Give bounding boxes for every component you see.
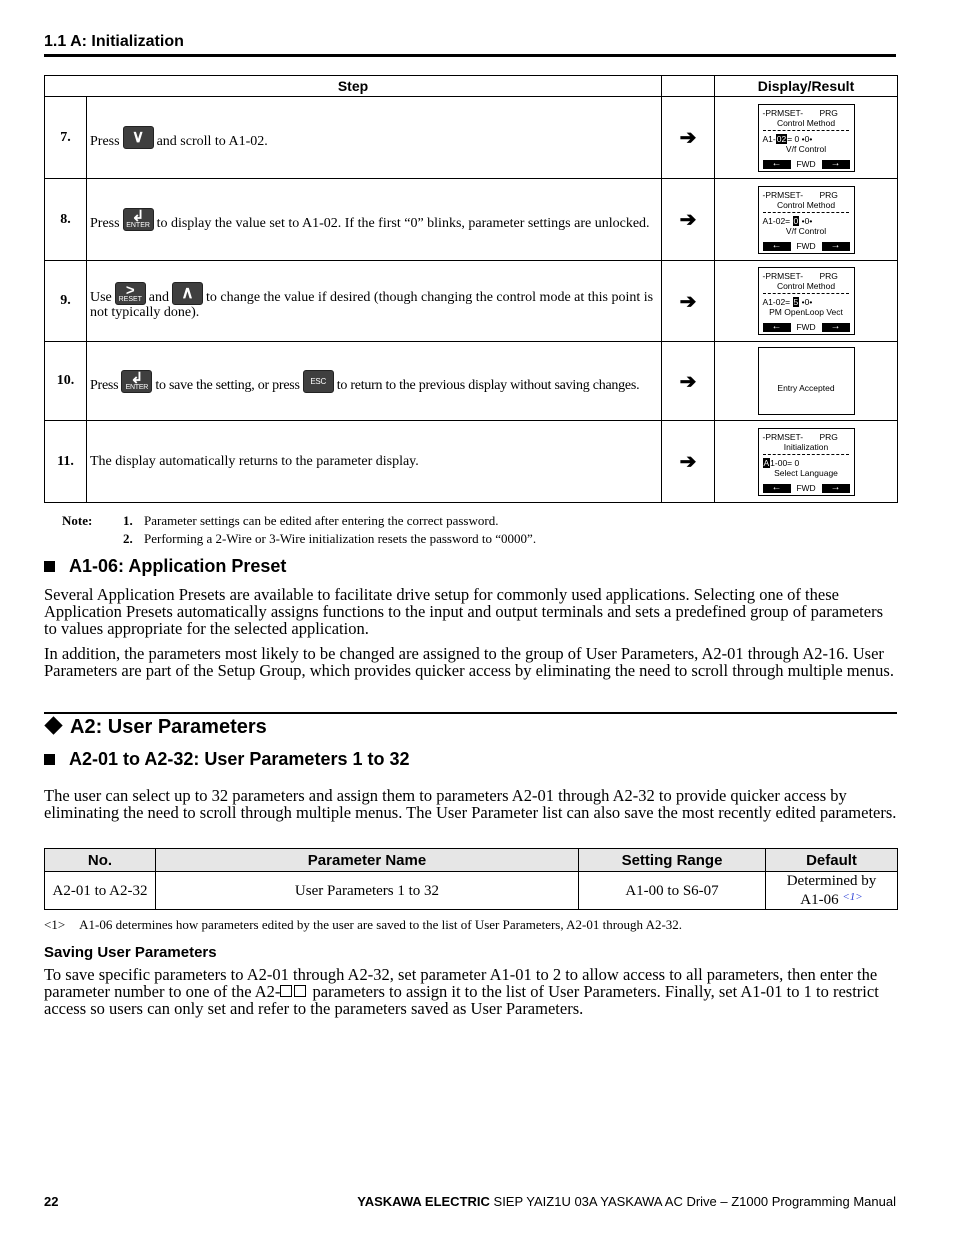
left-arrow-icon: ← xyxy=(763,484,791,493)
table-row xyxy=(45,421,898,503)
a1-06-paragraph-1: Several Application Presets are available to facilitate drive setup for commonly used applications. Selecting one of these Application Presets automatically assigns functions to the input and output terminals and sets a predefined group of parameters to values appropriate for the selected application. xyxy=(44,585,884,638)
param-no: A2-01 to A2-32 xyxy=(45,872,156,910)
table-row xyxy=(45,179,898,261)
saving-paragraph: To save specific parameters to A2-01 through A2-32, set parameter A1-01 to 2 to allow access to all parameters, then enter the parameter number to one of the A2- parameters to assign it to the list of User Parameters. Finally, set A1-01 to 1 to restrict access so users can only set and refer to the parameters saved as User Parameters. xyxy=(44,965,879,1018)
right-arrow-icon: → xyxy=(822,160,850,169)
param-default: Determined by A1-06 $^{<1>}$ xyxy=(766,872,898,910)
step-number: 10. xyxy=(45,342,87,421)
lcd-display: -PRMSET- PRG Control Method A1-02= 0 •0• V/f Control ← FWD → xyxy=(758,186,855,254)
note-item: Performing a 2-Wire or 3-Wire initialization resets the password to “0000”. xyxy=(144,531,537,546)
footnote-link[interactable]: <1> xyxy=(842,891,863,903)
lcd-display: -PRMSET- PRG Control Method A1-02= 5 •0• PM OpenLoop Vect ← FWD → xyxy=(758,267,855,335)
right-arrow-icon: → xyxy=(822,323,850,332)
param-range: A1-00 to S6-07 xyxy=(579,872,766,910)
left-arrow-icon: ← xyxy=(763,323,791,332)
saving-user-parameters-heading: Saving User Parameters xyxy=(44,944,217,961)
placeholder-box-icon xyxy=(294,985,306,997)
down-arrow-key-icon: ∨ xyxy=(123,126,154,149)
a2-heading: A2: User Parameters xyxy=(44,716,267,739)
step-number: 8. xyxy=(45,179,87,261)
right-arrow-icon: ➔ xyxy=(662,421,715,503)
lcd-display: -PRMSET- PRG Control Method A1-02= 0 •0• V/f Control ← FWD → xyxy=(758,104,855,172)
right-arrow-icon: ➔ xyxy=(662,261,715,342)
steps-table xyxy=(44,75,898,503)
step-number: 9. xyxy=(45,261,87,342)
param-name: User Parameters 1 to 32 xyxy=(156,872,579,910)
table-row xyxy=(45,97,898,179)
note-label: Note: xyxy=(62,513,93,528)
step-description: Press ∨ and scroll to A1-02. xyxy=(87,97,662,179)
a1-06-heading: A1-06: Application Preset xyxy=(44,556,286,577)
table-row xyxy=(45,872,898,910)
up-arrow-key-icon: ∧ xyxy=(172,282,203,305)
step-description: Press ↲ ENTER to display the value set to A1-02. If the first “0” blinks, parameter settings are unlocked. xyxy=(87,179,662,261)
enter-key-icon: ↲ ENTER xyxy=(121,370,152,393)
entry-accepted-message: Entry Accepted xyxy=(777,383,835,393)
a1-06-paragraph-2: In addition, the parameters most likely to be changed are assigned to the group of User Parameters, A2-01 through A2-16. User Parameters are part of the Setup Group, which provides quicker access by eliminating the need to scroll through multiple menus. xyxy=(44,644,894,680)
square-bullet-icon xyxy=(44,561,55,572)
user-parameters-table xyxy=(44,848,898,910)
a2-01-heading: A2-01 to A2-32: User Parameters 1 to 32 xyxy=(44,749,410,770)
step-column-header: Step xyxy=(45,76,662,97)
enter-key-icon: ↲ ENTER xyxy=(123,208,154,231)
section-header: 1.1 A: Initialization xyxy=(44,33,184,50)
note-item: Parameter settings can be edited after entering the correct password. xyxy=(144,513,499,528)
square-bullet-icon xyxy=(44,754,55,765)
right-arrow-icon: → xyxy=(822,484,850,493)
step-number: 7. xyxy=(45,97,87,179)
step-description: The display automatically returns to the parameter display. xyxy=(87,421,662,503)
table-row xyxy=(45,342,898,421)
right-arrow-icon: → xyxy=(822,242,850,251)
step-number: 11. xyxy=(45,421,87,503)
placeholder-box-icon xyxy=(280,985,292,997)
footnote: <1> A1-06 determines how parameters edited by the user are saved to the list of User Parameters, A2-01 through A2-32. xyxy=(44,917,683,932)
step-description: Press ↲ ENTER to save the setting, or press ESC to return to the previous display without saving changes. xyxy=(87,342,662,421)
reset-key-icon: > RESET xyxy=(115,282,146,305)
display-column-header: Display/Result xyxy=(715,76,898,97)
step-description: Use > RESET and ∧ to change the value if desired (though changing the control mode at this point is not typically done). xyxy=(87,261,662,342)
steps-table-header xyxy=(45,76,898,97)
user-table-header: No. Parameter Name Setting Range Default xyxy=(45,849,898,872)
left-arrow-icon: ← xyxy=(763,160,791,169)
right-arrow-icon: ➔ xyxy=(662,179,715,261)
lcd-display xyxy=(758,347,855,415)
section-rule xyxy=(44,712,897,714)
page-number: 22 xyxy=(44,1194,59,1209)
right-arrow-icon: ➔ xyxy=(662,97,715,179)
left-arrow-icon: ← xyxy=(763,242,791,251)
header-rule xyxy=(44,54,896,57)
footer-doc-title: YASKAWA ELECTRIC SIEP YAIZ1U 03A YASKAWA AC Drive – Z1000 Programming Manual xyxy=(357,1194,896,1209)
diamond-bullet-icon xyxy=(44,716,62,734)
table-row xyxy=(45,261,898,342)
right-arrow-icon: ➔ xyxy=(662,342,715,421)
arrow-column-header xyxy=(662,76,715,97)
esc-key-icon: ESC xyxy=(303,370,334,393)
lcd-display: -PRMSET- PRG Initialization A1-00= 0 Select Language ← FWD → xyxy=(758,428,855,496)
a2-paragraph: The user can select up to 32 parameters and assign them to parameters A2-01 through A2-32 to provide quicker access by eliminating the need to scroll through multiple menus. The User Parameter list can also save the most recently edited parameters. xyxy=(44,786,897,822)
